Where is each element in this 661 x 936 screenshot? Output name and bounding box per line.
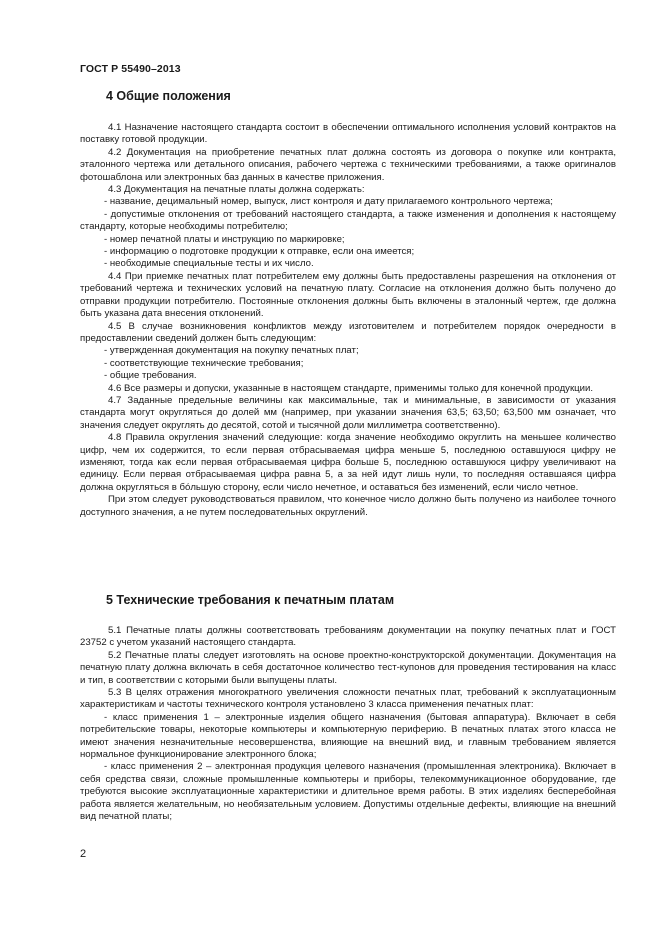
paragraph-4-5: 4.5 В случае возникновения конфликтов между изготовителем и потребителем порядок очередности в предоставлении сведений должен быть следующим:: [80, 320, 616, 344]
list-item: - класс применения 1 – электронные изделия общего назначения (бытовая аппаратура). Включает в себя потребительские товары, некоторые компьютеры и компьютерную периферию. В печатных платах этого класса не имеют значения незначительные несовершенства, влияющие на внешний вид, и главным требованием является нормальное функционирование электронного блока;: [80, 711, 616, 761]
section-5-title: 5 Технические требования к печатным платам: [106, 593, 395, 607]
paragraph-4-2: 4.2 Документация на приобретение печатных плат должна состоять из договора о покупке или контракта, эталонного чертежа или детального описания, рабочего чертежа с техническими требованиями, а также оригиналов фотошаблона или электронных баз данных в качестве приложения.: [80, 146, 616, 183]
section-4-body: [80, 122, 616, 519]
list-item: - класс применения 2 – электронная продукция целевого назначения (промышленная электроника). Включает в себя средства связи, сложные промышленные компьютеры и приборы, телекоммуникационное оборудование, где требуются высокие эксплуатационные характеристики и длительное время работы. В этих изделиях бесперебойная работа является желательным, но необязательным условием. Допустимы отдельные дефекты, влияющие на внешний вид печатной платы;: [80, 761, 616, 823]
list-item: - утвержденная документация на покупку печатных плат;: [104, 345, 359, 357]
list-item: - номер печатной платы и инструкцию по маркировке;: [104, 233, 345, 245]
list-item: - допустимые отклонения от требований настоящего стандарта, а также изменения и дополнения к настоящему стандарту, которые необходимы потребителю;: [80, 208, 616, 233]
document-code: ГОСТ Р 55490–2013: [80, 63, 181, 75]
paragraph-5-3: 5.3 В целях отражения многократного увеличения сложности печатных плат, требований к эксплуатационным характеристикам и частоты технического контроля установлено 3 класса применения печатных плат:: [80, 687, 616, 711]
paragraph-5-1: 5.1 Печатные платы должны соответствовать требованиям документации на покупку печатных плат и ГОСТ 23752 с учетом указаний настоящего стандарта.: [80, 625, 616, 649]
paragraph-4-1: 4.1 Назначение настоящего стандарта состоит в обеспечении оптимального исполнения условий контрактов на поставку готовой продукции.: [80, 122, 616, 146]
page-number: 2: [80, 848, 87, 860]
paragraph-4-6: 4.6 Все размеры и допуски, указанные в настоящем стандарте, применимы только для конечной продукции.: [108, 382, 594, 394]
paragraph-4-3: 4.3 Документация на печатные платы должна содержать:: [108, 184, 365, 196]
paragraph-4-8: 4.8 Правила округления значений следующие: когда значение необходимо округлить на меньшее количество цифр, чем их содержится, то если первая отбрасываемая цифра меньше 5, последнюю оставшуюся цифру не изменяют, тогда как если первая отбрасываемая цифра больше 5, последнюю оставшуюся цифру увеличивают на единицу. Если первая отбрасываемая цифра равна 5, а за ней идут лишь нули, то последняя оставшаяся цифра должна округляться в бо́льшую сторону, если число нечетное, и оставаться без изменений, если число четное.: [80, 432, 616, 493]
list-item: - общие требования.: [104, 370, 197, 382]
paragraph-4-4: 4.4 При приемке печатных плат потребителем ему должны быть предоставлены разрешения на отклонения от требований чертежа и технических условий на печатную плату. Согласие на отклонения должно быть получено до отправки продукции потребителю. Постоянные отклонения должны быть включены в эталонный чертеж, где должна быть указана дата внесения отклонений.: [80, 270, 616, 320]
paragraph-4-7: 4.7 Заданные предельные величины как максимальные, так и минимальные, в зависимости от указания стандарта могут округляться до долей мм (например, при указании значения 63,5; 63,50; 63,500 мм означает, что значения следует округлять до десятой, сотой и тысячной доли миллиметра соответственно).: [80, 394, 616, 431]
list-item: - название, децимальный номер, выпуск, лист контроля и дату прилагаемого контрольного чертежа;: [104, 196, 553, 208]
list-item: - информацию о подготовке продукции к отправке, если она имеется;: [104, 246, 415, 258]
list-item: - необходимые специальные тесты и их число.: [104, 258, 314, 270]
section-4-title: 4 Общие положения: [106, 89, 231, 103]
list-item: - соответствующие технические требования;: [104, 357, 304, 369]
section-5-body: [80, 625, 616, 824]
paragraph-rounding-note: При этом следует руководствоваться правилом, что конечное число должно быть получено из наиболее точного доступного значения, а не путем последовательных округлений.: [80, 494, 616, 518]
paragraph-5-2: 5.2 Печатные платы следует изготовлять на основе проектно-конструкторской документации. Документация на печатную плату должна включать в себя достаточное количество тест-купонов для проведения тестирования на класс и тип, в соответствии с которыми были выпущены платы.: [80, 649, 616, 686]
